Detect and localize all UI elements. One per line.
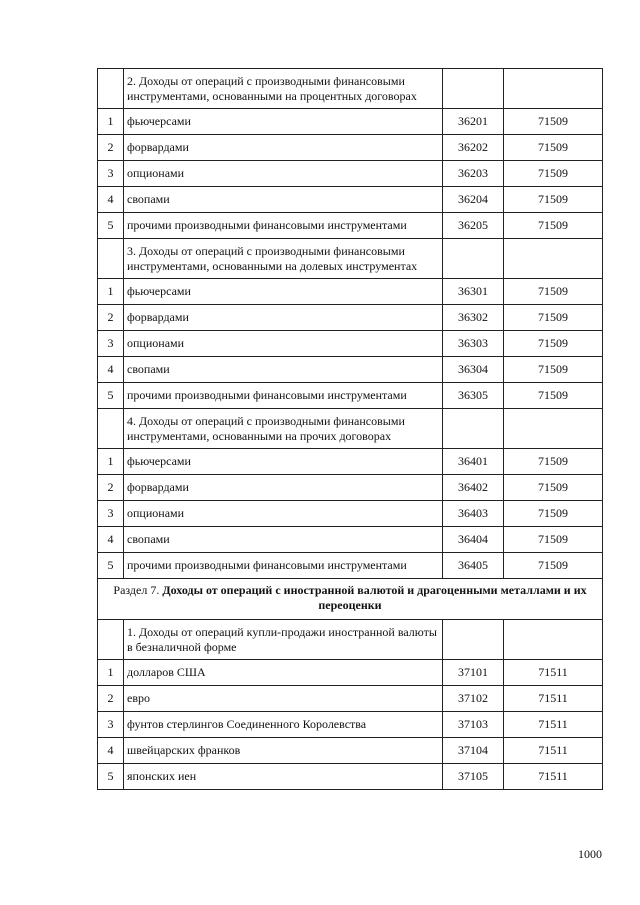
row-symbol: 71509	[504, 553, 603, 579]
table-row	[98, 331, 603, 357]
row-code: 36302	[443, 305, 504, 331]
row-name: опционами	[124, 501, 443, 527]
row-name: швейцарских франков	[124, 738, 443, 764]
table-row	[98, 449, 603, 475]
row-name: свопами	[124, 187, 443, 213]
row-code: 36204	[443, 187, 504, 213]
row-symbol: 71509	[504, 109, 603, 135]
empty-cell	[98, 409, 124, 449]
row-code: 36301	[443, 279, 504, 305]
table-row	[98, 213, 603, 239]
empty-cell	[504, 409, 603, 449]
row-symbol: 71509	[504, 501, 603, 527]
row-symbol: 71509	[504, 383, 603, 409]
row-symbol: 71509	[504, 527, 603, 553]
empty-cell	[443, 409, 504, 449]
row-name: долларов США	[124, 660, 443, 686]
empty-cell	[443, 69, 504, 109]
empty-cell	[98, 69, 124, 109]
row-symbol: 71511	[504, 686, 603, 712]
group-heading-row	[98, 69, 603, 109]
row-code: 37105	[443, 764, 504, 790]
table-row	[98, 383, 603, 409]
section-header-row	[98, 579, 603, 620]
row-name: прочими производными финансовыми инструментами	[124, 383, 443, 409]
page-number: 1000	[578, 847, 602, 861]
section-header	[98, 579, 603, 620]
row-symbol: 71511	[504, 660, 603, 686]
empty-cell	[443, 620, 504, 660]
row-number: 2	[98, 305, 124, 331]
row-symbol: 71511	[504, 712, 603, 738]
row-number: 3	[98, 712, 124, 738]
row-symbol: 71509	[504, 135, 603, 161]
row-symbol: 71509	[504, 161, 603, 187]
row-name: форвардами	[124, 135, 443, 161]
row-code: 36405	[443, 553, 504, 579]
row-code: 36303	[443, 331, 504, 357]
group-title: 1. Доходы от операций купли-продажи иностранной валюты в безналичной форме	[124, 620, 443, 660]
row-name: свопами	[124, 527, 443, 553]
row-name: опционами	[124, 161, 443, 187]
table-body	[98, 69, 603, 790]
row-symbol: 71509	[504, 475, 603, 501]
row-name: фунтов стерлингов Соединенного Королевства	[124, 712, 443, 738]
row-code: 37102	[443, 686, 504, 712]
table-row	[98, 527, 603, 553]
row-number: 1	[98, 109, 124, 135]
row-number: 5	[98, 764, 124, 790]
row-name: евро	[124, 686, 443, 712]
row-number: 4	[98, 527, 124, 553]
row-name: фьючерсами	[124, 109, 443, 135]
row-symbol: 71511	[504, 738, 603, 764]
row-name: форвардами	[124, 475, 443, 501]
row-number: 2	[98, 135, 124, 161]
row-code: 36203	[443, 161, 504, 187]
row-number: 4	[98, 187, 124, 213]
row-code: 36305	[443, 383, 504, 409]
row-symbol: 71509	[504, 449, 603, 475]
row-code: 36401	[443, 449, 504, 475]
table-row	[98, 109, 603, 135]
group-title: 4. Доходы от операций с производными финансовыми инструментами, основанными на прочих договорах	[124, 409, 443, 449]
group-heading-row	[98, 409, 603, 449]
row-number: 2	[98, 686, 124, 712]
row-number: 1	[98, 660, 124, 686]
row-name: свопами	[124, 357, 443, 383]
row-number: 2	[98, 475, 124, 501]
table-row	[98, 764, 603, 790]
row-name: форвардами	[124, 305, 443, 331]
row-code: 36304	[443, 357, 504, 383]
row-code: 36404	[443, 527, 504, 553]
row-code: 37101	[443, 660, 504, 686]
row-number: 3	[98, 331, 124, 357]
table-row	[98, 279, 603, 305]
row-number: 1	[98, 279, 124, 305]
row-name: прочими производными финансовыми инструментами	[124, 553, 443, 579]
group-heading-row	[98, 239, 603, 279]
row-symbol: 71509	[504, 213, 603, 239]
table-row	[98, 161, 603, 187]
row-code: 37103	[443, 712, 504, 738]
table-row	[98, 135, 603, 161]
row-name: японских иен	[124, 764, 443, 790]
table-row	[98, 187, 603, 213]
row-number: 3	[98, 501, 124, 527]
section-title: Доходы от операций с иностранной валютой и драгоценными металлами и их переоценки	[162, 583, 587, 612]
row-symbol: 71509	[504, 305, 603, 331]
row-number: 4	[98, 738, 124, 764]
empty-cell	[443, 239, 504, 279]
row-symbol: 71509	[504, 331, 603, 357]
row-code: 36202	[443, 135, 504, 161]
section-prefix: Раздел 7.	[113, 583, 163, 597]
empty-cell	[98, 620, 124, 660]
row-number: 5	[98, 383, 124, 409]
empty-cell	[504, 69, 603, 109]
accounts-table	[97, 68, 603, 790]
table-row	[98, 686, 603, 712]
row-symbol: 71509	[504, 357, 603, 383]
empty-cell	[98, 239, 124, 279]
group-heading-row	[98, 620, 603, 660]
row-name: фьючерсами	[124, 449, 443, 475]
row-symbol: 71509	[504, 279, 603, 305]
row-name: прочими производными финансовыми инструментами	[124, 213, 443, 239]
row-number: 3	[98, 161, 124, 187]
group-title: 2. Доходы от операций с производными финансовыми инструментами, основанными на процентных договорах	[124, 69, 443, 109]
group-title: 3. Доходы от операций с производными финансовыми инструментами, основанными на долевых инструментах	[124, 239, 443, 279]
row-number: 1	[98, 449, 124, 475]
row-number: 5	[98, 213, 124, 239]
table-row	[98, 660, 603, 686]
row-number: 5	[98, 553, 124, 579]
row-code: 36201	[443, 109, 504, 135]
table-row	[98, 553, 603, 579]
empty-cell	[504, 239, 603, 279]
table-row	[98, 305, 603, 331]
row-number: 4	[98, 357, 124, 383]
table-row	[98, 357, 603, 383]
row-symbol: 71509	[504, 187, 603, 213]
row-code: 36402	[443, 475, 504, 501]
row-name: опционами	[124, 331, 443, 357]
table-row	[98, 475, 603, 501]
row-code: 37104	[443, 738, 504, 764]
row-code: 36205	[443, 213, 504, 239]
empty-cell	[504, 620, 603, 660]
table-row	[98, 712, 603, 738]
table-row	[98, 501, 603, 527]
row-code: 36403	[443, 501, 504, 527]
table-row	[98, 738, 603, 764]
row-symbol: 71511	[504, 764, 603, 790]
row-name: фьючерсами	[124, 279, 443, 305]
